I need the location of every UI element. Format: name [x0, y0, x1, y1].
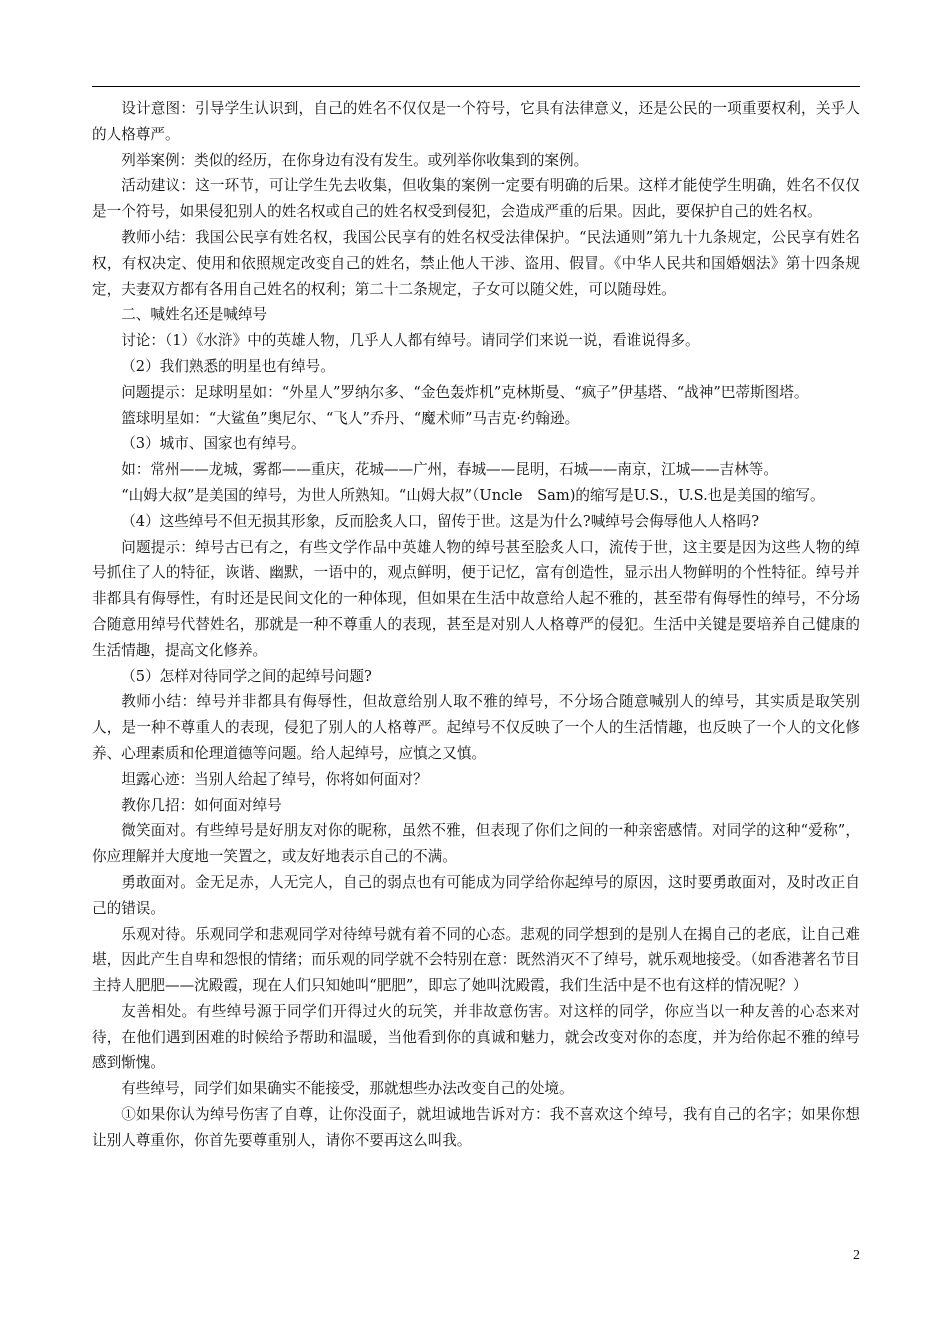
paragraph: 微笑面对。有些绰号是好朋友对你的昵称，虽然不雅，但表现了你们之间的一种亲密感情。对同学的这种“爱称”，你应理解并大度地一笑置之，或友好地表示自己的不满。 [92, 822, 860, 866]
paragraph: 设计意图：引导学生认识到，自己的姓名不仅仅是一个符号，它具有法律意义，还是公民的一项重要权利，关乎人的人格尊严。 [92, 100, 860, 143]
paragraph: 坦露心迹：当别人给起了绰号，你将如何面对？ [121, 770, 428, 788]
header-rule [92, 86, 860, 87]
page-number: 2 [853, 1248, 860, 1263]
paragraph: 友善相处。有些绰号源于同学们开得过火的玩笑，并非故意伤害。对这样的同学，你应当以一种友善的心态来对待，在他们遇到困难的时候给予帮助和温暖，当他看到你的真诚和魅力，就会改变对你的态度，并为给你起不雅的绰号感到惭愧。 [92, 1002, 860, 1072]
paragraph: “山姆大叔”是美国的绰号，为世人所熟知。“山姆大叔”（Uncle Sam)的缩写是U.S.，U.S.也是美国的缩写。 [121, 486, 825, 504]
paragraph: （2）我们熟悉的明星也有绰号。 [121, 357, 335, 375]
paragraph: 讨论：（1）《水浒》中的英雄人物，几乎人人都有绰号。请同学们来说一说，看谁说得多。 [121, 332, 700, 350]
paragraph: 勇敢面对。金无足赤，人无完人，自己的弱点也有可能成为同学给你起绰号的原因，这时要勇敢面对，及时改正自己的错误。 [92, 873, 860, 917]
paragraph: 乐观对待。乐观同学和悲观同学对待绰号就有着不同的心态。悲观的同学想到的是别人在揭自己的老底，让自己难堪，因此产生自卑和怨恨的情绪；而乐观的同学就不会特别在意：既然消灭不了绰号，就乐观地接受。（如香港著名节目主持人肥肥——沈殿霞，现在人们只知她叫“肥肥”，即忘了她叫沈殿霞，我们生活中是不也有这样的情况呢？） [92, 925, 860, 995]
paragraph: 教师小结：绰号并非都具有侮辱性，但故意给别人取不雅的绰号，不分场合随意喊别人的绰号，其实质是取笑别人，是一种不尊重人的表现，侵犯了别人的人格尊严。起绰号不仅反映了一个人的生活情趣，也反映了一个人的文化修养、心理素质和伦理道德等问题。给人起绰号，应慎之又慎。 [92, 693, 860, 762]
paragraph: （3）城市、国家也有绰号。 [121, 435, 306, 453]
section-heading: 二、喊姓名还是喊绰号 [121, 306, 268, 324]
paragraph: 篮球明星如：“大鲨鱼”奥尼尔、“飞人”乔丹、“魔术师”马吉克·约翰逊。 [121, 409, 580, 427]
paragraph: 教你几招：如何面对绰号 [121, 796, 282, 814]
paragraph: ①如果你认为绰号伤害了自尊，让你没面子，就坦诚地告诉对方：我不喜欢这个绰号，我有自己的名字；如果你想让别人尊重你，你首先要尊重别人，请你不要再这么叫我。 [92, 1106, 860, 1149]
paragraph: 如：常州——龙城，雾都——重庆，花城——广州，春城——昆明，石城——南京，江城——吉林等。 [121, 461, 778, 479]
paragraph: 问题提示：绰号古已有之，有些文学作品中英雄人物的绰号甚至脍炙人口，流传于世，这主要是因为这些人物的绰号抓住了人的特征，诙谐、幽默，一语中的，观点鲜明，便于记忆，富有创造性，显示出人物鲜明的个性特征。绰号并非都具有侮辱性，有时还是民间文化的一种体现，但如果在生活中故意给人起不雅的，甚至带有侮辱性的绰号，不分场合随意用绰号代替姓名，那就是一种不尊重人的表现，甚至是对别人人格尊严的侵犯。生活中关键是要培养自己健康的生活情趣，提高文化修养。 [92, 538, 860, 659]
paragraph: 列举案例：类似的经历，在你身边有没有发生。或列举你收集到的案例。 [121, 151, 589, 169]
paragraph: 活动建议：这一环节，可让学生先去收集，但收集的案例一定要有明确的后果。这样才能使学生明确，姓名不仅仅是一个符号，如果侵犯别人的姓名权或自己的姓名权受到侵犯，会造成严重的后果。因此，要保护自己的姓名权。 [92, 177, 860, 221]
paragraph: 问题提示：足球明星如：“外星人”罗纳尔多、“金色轰炸机”克林斯曼、“疯子”伊基塔、“战神”巴蒂斯图塔。 [121, 383, 809, 401]
paragraph: 有些绰号，同学们如果确实不能接受，那就想些办法改变自己的处境。 [121, 1080, 574, 1098]
paragraph: 教师小结：我国公民享有姓名权，我国公民享有的姓名权受法律保护。“民法通则”第九十九条规定，公民享有姓名权，有权决定、使用和依照规定改变自己的姓名，禁止他人干涉、盗用、假冒。《中华人民共和国婚姻法》第十四条规定，夫妻双方都有各用自己姓名的权利；第二十二条规定，子女可以随父姓，可以随母姓。 [92, 228, 860, 298]
paragraph: （5）怎样对待同学之间的起绰号问题? [121, 667, 372, 685]
paragraph: （4）这些绰号不但无损其形象，反而脍炙人口，留传于世。这是为什么?喊绰号会侮辱他人人格吗? [121, 512, 760, 530]
document-body [92, 96, 860, 1154]
